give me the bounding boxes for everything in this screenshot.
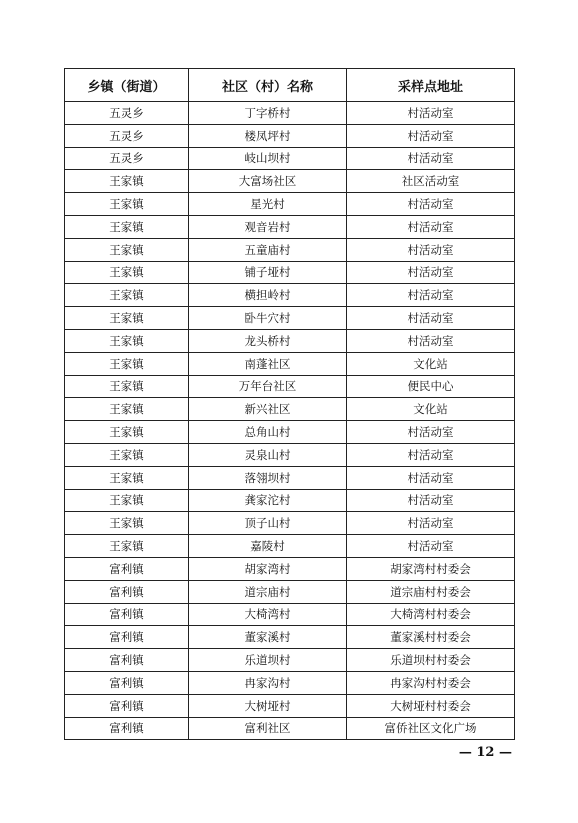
cell-town: 富利镇 <box>65 626 189 649</box>
cell-sampling-address: 村活动室 <box>347 102 515 125</box>
table-row <box>65 649 515 672</box>
table-row <box>65 238 515 261</box>
cell-sampling-address: 村活动室 <box>347 329 515 352</box>
cell-sampling-address: 道宗庙村村委会 <box>347 580 515 603</box>
cell-community: 龙头桥村 <box>189 329 347 352</box>
cell-town: 富利镇 <box>65 557 189 580</box>
table-row <box>65 329 515 352</box>
cell-town: 王家镇 <box>65 238 189 261</box>
table-row <box>65 466 515 489</box>
cell-town: 王家镇 <box>65 489 189 512</box>
table-row <box>65 557 515 580</box>
cell-town: 富利镇 <box>65 580 189 603</box>
table-header-row <box>65 69 515 102</box>
cell-town: 王家镇 <box>65 512 189 535</box>
page-number: — 12 — <box>458 745 512 760</box>
cell-town: 富利镇 <box>65 603 189 626</box>
table-row <box>65 671 515 694</box>
cell-sampling-address: 便民中心 <box>347 375 515 398</box>
header-community: 社区（村）名称 <box>189 69 347 102</box>
cell-sampling-address: 董家溪村村委会 <box>347 626 515 649</box>
cell-community: 星光村 <box>189 193 347 216</box>
table-row <box>65 375 515 398</box>
table-row <box>65 170 515 193</box>
cell-town: 富利镇 <box>65 717 189 740</box>
cell-community: 五童庙村 <box>189 238 347 261</box>
cell-sampling-address: 村活动室 <box>347 215 515 238</box>
cell-community: 董家溪村 <box>189 626 347 649</box>
cell-community: 冉家沟村 <box>189 671 347 694</box>
table-row <box>65 603 515 626</box>
cell-community: 大树垭村 <box>189 694 347 717</box>
table-row <box>65 489 515 512</box>
cell-sampling-address: 村活动室 <box>347 238 515 261</box>
cell-town: 王家镇 <box>65 375 189 398</box>
cell-sampling-address: 社区活动室 <box>347 170 515 193</box>
cell-sampling-address: 文化站 <box>347 352 515 375</box>
cell-sampling-address: 村活动室 <box>347 124 515 147</box>
cell-town: 王家镇 <box>65 398 189 421</box>
cell-town: 五灵乡 <box>65 147 189 170</box>
cell-community: 南蓬社区 <box>189 352 347 375</box>
cell-community: 横担岭村 <box>189 284 347 307</box>
cell-town: 王家镇 <box>65 352 189 375</box>
cell-community: 富利社区 <box>189 717 347 740</box>
table-row <box>65 261 515 284</box>
table-row <box>65 215 515 238</box>
cell-community: 乐道坝村 <box>189 649 347 672</box>
cell-community: 观音岩村 <box>189 215 347 238</box>
cell-sampling-address: 村活动室 <box>347 421 515 444</box>
cell-town: 王家镇 <box>65 284 189 307</box>
table-row <box>65 398 515 421</box>
header-town: 乡镇（街道） <box>65 69 189 102</box>
cell-community: 顶子山村 <box>189 512 347 535</box>
table-row <box>65 124 515 147</box>
cell-sampling-address: 村活动室 <box>347 307 515 330</box>
cell-town: 五灵乡 <box>65 102 189 125</box>
cell-community: 灵泉山村 <box>189 443 347 466</box>
cell-community: 总角山村 <box>189 421 347 444</box>
cell-town: 王家镇 <box>65 466 189 489</box>
cell-town: 王家镇 <box>65 215 189 238</box>
cell-community: 落翎坝村 <box>189 466 347 489</box>
cell-sampling-address: 大树垭村村委会 <box>347 694 515 717</box>
cell-community: 丁字桥村 <box>189 102 347 125</box>
cell-sampling-address: 村活动室 <box>347 489 515 512</box>
cell-community: 道宗庙村 <box>189 580 347 603</box>
cell-community: 龚家沱村 <box>189 489 347 512</box>
cell-community: 大富场社区 <box>189 170 347 193</box>
cell-town: 王家镇 <box>65 329 189 352</box>
table-row <box>65 352 515 375</box>
cell-sampling-address: 冉家沟村村委会 <box>347 671 515 694</box>
cell-sampling-address: 富侨社区文化广场 <box>347 717 515 740</box>
cell-sampling-address: 文化站 <box>347 398 515 421</box>
cell-community: 楼凤坪村 <box>189 124 347 147</box>
cell-sampling-address: 村活动室 <box>347 261 515 284</box>
cell-sampling-address: 乐道坝村村委会 <box>347 649 515 672</box>
cell-town: 王家镇 <box>65 443 189 466</box>
cell-community: 万年台社区 <box>189 375 347 398</box>
cell-community: 卧牛穴村 <box>189 307 347 330</box>
cell-town: 富利镇 <box>65 694 189 717</box>
cell-town: 王家镇 <box>65 535 189 558</box>
cell-town: 王家镇 <box>65 193 189 216</box>
table-body <box>65 102 515 740</box>
header-sampling-address: 采样点地址 <box>347 69 515 102</box>
table-row <box>65 717 515 740</box>
table-row <box>65 512 515 535</box>
cell-sampling-address: 村活动室 <box>347 443 515 466</box>
cell-town: 五灵乡 <box>65 124 189 147</box>
cell-sampling-address: 村活动室 <box>347 535 515 558</box>
table-row <box>65 694 515 717</box>
cell-community: 铺子垭村 <box>189 261 347 284</box>
cell-town: 富利镇 <box>65 649 189 672</box>
cell-sampling-address: 村活动室 <box>347 466 515 489</box>
cell-town: 王家镇 <box>65 421 189 444</box>
cell-sampling-address: 村活动室 <box>347 147 515 170</box>
table-row <box>65 421 515 444</box>
cell-sampling-address: 胡家湾村村委会 <box>347 557 515 580</box>
table-row <box>65 102 515 125</box>
sampling-sites-table <box>64 68 515 740</box>
cell-town: 王家镇 <box>65 307 189 330</box>
cell-town: 王家镇 <box>65 170 189 193</box>
cell-community: 岐山坝村 <box>189 147 347 170</box>
table-row <box>65 626 515 649</box>
cell-community: 嘉陵村 <box>189 535 347 558</box>
cell-sampling-address: 村活动室 <box>347 512 515 535</box>
table-row <box>65 443 515 466</box>
cell-community: 胡家湾村 <box>189 557 347 580</box>
cell-town: 富利镇 <box>65 671 189 694</box>
table-row <box>65 307 515 330</box>
table-row <box>65 147 515 170</box>
cell-sampling-address: 村活动室 <box>347 284 515 307</box>
cell-community: 大椅湾村 <box>189 603 347 626</box>
table-row <box>65 580 515 603</box>
cell-sampling-address: 村活动室 <box>347 193 515 216</box>
cell-town: 王家镇 <box>65 261 189 284</box>
table-row <box>65 284 515 307</box>
table-row <box>65 193 515 216</box>
table-row <box>65 535 515 558</box>
cell-community: 新兴社区 <box>189 398 347 421</box>
cell-sampling-address: 大椅湾村村委会 <box>347 603 515 626</box>
